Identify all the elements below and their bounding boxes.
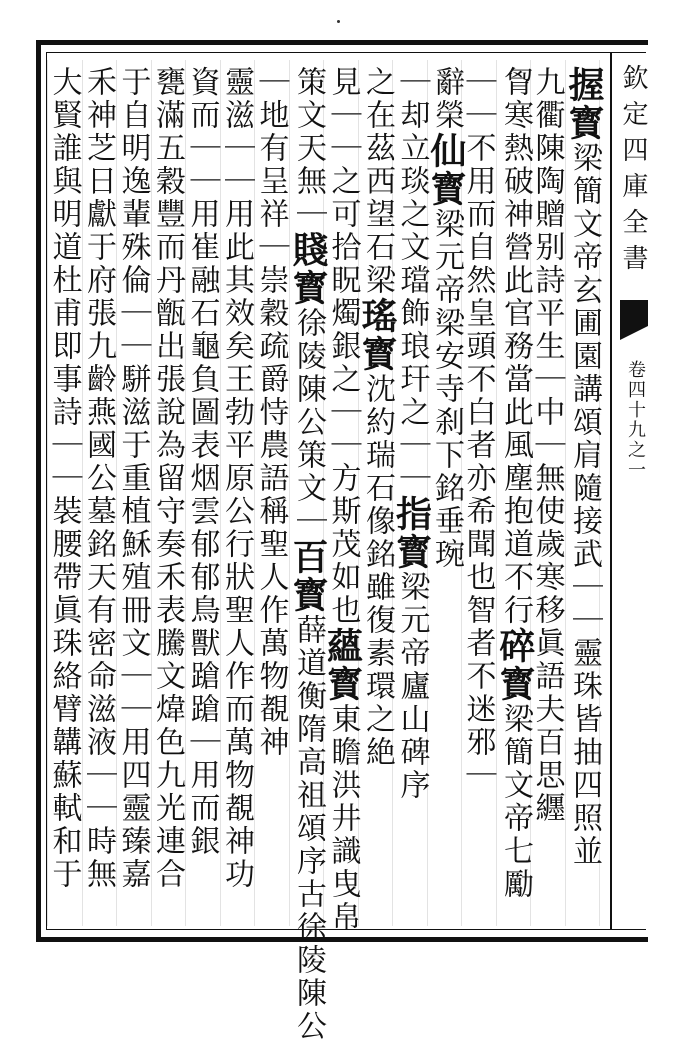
column-rule: [116, 60, 117, 926]
column-rule: [323, 60, 324, 926]
margin-title: 欽定四庫全書: [618, 64, 648, 280]
ink-dot: [337, 20, 340, 23]
column-text: 胷寒熱破神營此官務當此風塵抱道不行: [498, 66, 533, 627]
column-rule: [530, 60, 531, 926]
heading-character: 握: [563, 66, 605, 104]
column-text: 九衢陳陶贈别詩平生｜中｜無使歲寒移眞語夫百思纒: [529, 66, 565, 825]
column-text: 梁元帝梁安寺刹下銘: [429, 208, 464, 505]
column-rule: [82, 60, 83, 926]
heading-character: 瑤: [356, 297, 398, 335]
heading-character: 蘊: [321, 627, 364, 665]
column-text: 徐陵陳公策文｜: [291, 307, 326, 538]
text-column: [46, 66, 82, 891]
column-rule: [599, 60, 600, 926]
column-text: 智者不迷邪｜: [460, 594, 496, 792]
column-text: ｜却立: [394, 66, 430, 165]
text-column: [494, 66, 536, 901]
column-text: 琰之文璫飾琅玕之｜｜: [394, 165, 430, 495]
column-text: 梁簡文帝玄圃園講頌肩隨接武｜｜靈珠皆抽四照並: [567, 142, 602, 868]
column-text: 甕滿五穀豐而丹甑出張說為留守奏禾表騰文煒色九光連合: [150, 66, 185, 891]
column-text: ｜崇穀疏爵恃農: [253, 231, 289, 462]
column-text: 靈滋｜｜用此其效矣王勃平原公行狀聖人作而萬物覩神功: [219, 66, 254, 891]
heading-character: 寳: [321, 665, 364, 703]
column-text: ｜地有呈祥: [253, 66, 289, 231]
text-column: [356, 66, 398, 769]
heading-character: 寳: [287, 576, 329, 614]
column-text: 徐陵陳公: [291, 911, 326, 1043]
column-text: 梁元帝廬山碑序: [394, 571, 430, 802]
text-column: [150, 66, 185, 891]
text-column: [81, 66, 116, 891]
column-rule: [392, 60, 393, 926]
column-text: ｜｜不用而自然皇頭不白者亦希聞也: [460, 66, 496, 594]
column-text: 禾神芝日獻于府張九齡燕國公墓銘天有密命滋液｜｜時無: [81, 66, 116, 891]
column-text: 之在茲西望石梁: [360, 66, 395, 297]
heading-character: 寳: [287, 269, 329, 307]
heading-character: 碎: [494, 627, 536, 665]
margin-juan-label: 卷四十九之一: [625, 360, 646, 480]
heading-character: 指: [390, 495, 433, 533]
heading-character: 寳: [356, 335, 398, 373]
column-text: 薛道衡隋高祖頌序古: [291, 614, 326, 911]
column-rule: [151, 60, 152, 926]
column-text: 大賢誰與明道杜甫即事詩｜｜裝腰帶眞珠絡臂韝蘇軾和于: [46, 66, 82, 891]
column-text: 沈約瑞石像銘雖復素環之絶: [360, 373, 395, 769]
fishtail-mark: [620, 300, 648, 340]
column-text: 梁簡文帝七勵: [498, 703, 533, 901]
column-rule: [185, 60, 186, 926]
column-rule: [47, 60, 48, 926]
heading-character: 寳: [390, 533, 433, 571]
text-column: [287, 66, 329, 1043]
column-rule: [461, 60, 462, 926]
column-rule: [427, 60, 428, 926]
column-text: 語稱聖人作萬物覩神: [253, 462, 289, 759]
text-column: [390, 66, 433, 802]
column-text: 東瞻洪井識曳帛: [325, 703, 361, 934]
column-text: 于自明逸輩殊倫｜｜駢滋于重植穌殖冊文｜｜用四靈臻嘉: [115, 66, 151, 891]
column-rule: [358, 60, 359, 926]
heading-character: 百: [287, 538, 329, 576]
heading-character: 仙: [425, 132, 467, 170]
heading-character: 寳: [494, 665, 536, 703]
heading-character: 賤: [287, 231, 329, 269]
column-text: 見｜｜之可拾: [325, 66, 361, 264]
column-rule: [220, 60, 221, 926]
column-rule: [496, 60, 497, 926]
column-rule: [254, 60, 255, 926]
text-column: [425, 66, 467, 571]
column-text: 策文天無｜: [291, 66, 326, 231]
column-text: 資而｜｜用崔融石龜負圖表烟雲郁郁鳥獸蹌蹌｜用而銀: [184, 66, 220, 858]
text-column: [115, 66, 151, 891]
column-text: 垂琬: [429, 505, 464, 571]
text-column: [460, 66, 496, 792]
column-rule: [289, 60, 290, 926]
column-text: 辭榮: [429, 66, 464, 132]
text-column: [529, 66, 565, 825]
text-column: [219, 66, 254, 891]
margin-divider: [610, 52, 612, 930]
text-column: [184, 66, 220, 858]
column-rule: [565, 60, 566, 926]
text-column: [321, 66, 364, 934]
heading-character: 寳: [425, 170, 467, 208]
column-text: 眖燭銀之｜｜方斯茂如也: [325, 264, 361, 627]
text-column: [253, 66, 289, 759]
text-column: [563, 66, 605, 868]
heading-character: 寳: [563, 104, 605, 142]
